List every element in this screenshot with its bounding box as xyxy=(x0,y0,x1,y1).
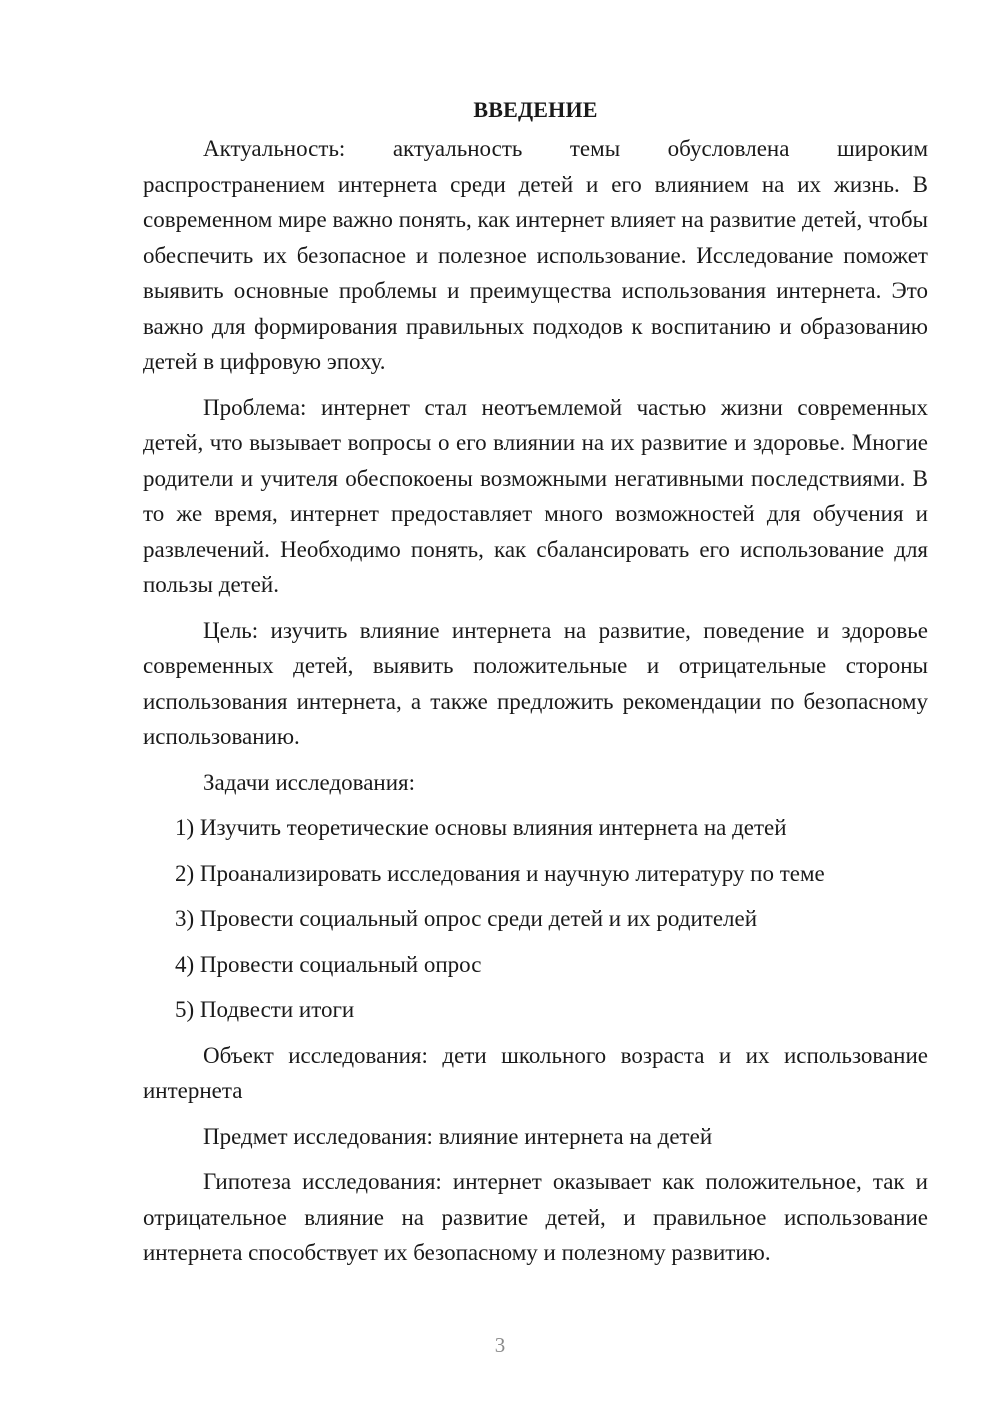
list-item: 3) Провести социальный опрос среди детей и их родителей xyxy=(175,906,758,931)
paragraph-object: Объект исследования: дети школьного возраста и их использование интернета xyxy=(143,1042,928,1103)
list-item: 2) Проанализировать исследования и научную литературу по теме xyxy=(175,860,825,886)
page-content xyxy=(143,92,928,1281)
list-item: 4) Провести социальный опрос xyxy=(175,951,482,977)
paragraph-subject: Предмет исследования: влияние интернета на детей xyxy=(203,1123,713,1149)
paragraph-hypothesis: Гипотеза исследования: интернет оказывает как положительное, так и отрицательное влияние на развитие детей, и правильное использование интернета способствует их безопасному и полезному развитию. xyxy=(143,1169,928,1265)
paragraph-goal: Цель: изучить влияние интернета на развитие, поведение и здоровье современных детей, выявить положительные и отрицательные стороны использования интернета, а также предложить рекомендации по безопасному использованию. xyxy=(143,617,928,749)
page-title: ВВЕДЕНИЕ xyxy=(473,97,598,122)
paragraph-problem: Проблема: интернет стал неотъемлемой частью жизни современных детей, что вызывает вопросы о его влиянии на их развитие и здоровье. Многие родители и учителя обеспокоены возможными негативными последствиями. В то же время, интернет предоставляет много возможностей для обучения и развлечений. Необходимо понять, как сбалансировать его использование для пользы детей. xyxy=(143,394,928,597)
list-item: 5) Подвести итоги xyxy=(175,997,355,1022)
paragraph-relevance: Актуальность: актуальность темы обусловлена широким распространением интернета среди детей и его влиянием на их жизнь. В современном мире важно понять, как интернет влияет на развитие детей, чтобы обеспечить их безопасное и полезное использование. Исследование поможет выявить основные проблемы и преимущества использования интернета. Это важно для формирования правильных подходов к воспитанию и образованию детей в цифровую эпоху. xyxy=(143,136,928,374)
tasks-heading: Задачи исследования: xyxy=(203,769,416,795)
page-number: 3 xyxy=(494,1333,506,1357)
list-item: 1) Изучить теоретические основы влияния интернета на детей xyxy=(175,815,787,840)
tasks-list xyxy=(143,810,928,1028)
